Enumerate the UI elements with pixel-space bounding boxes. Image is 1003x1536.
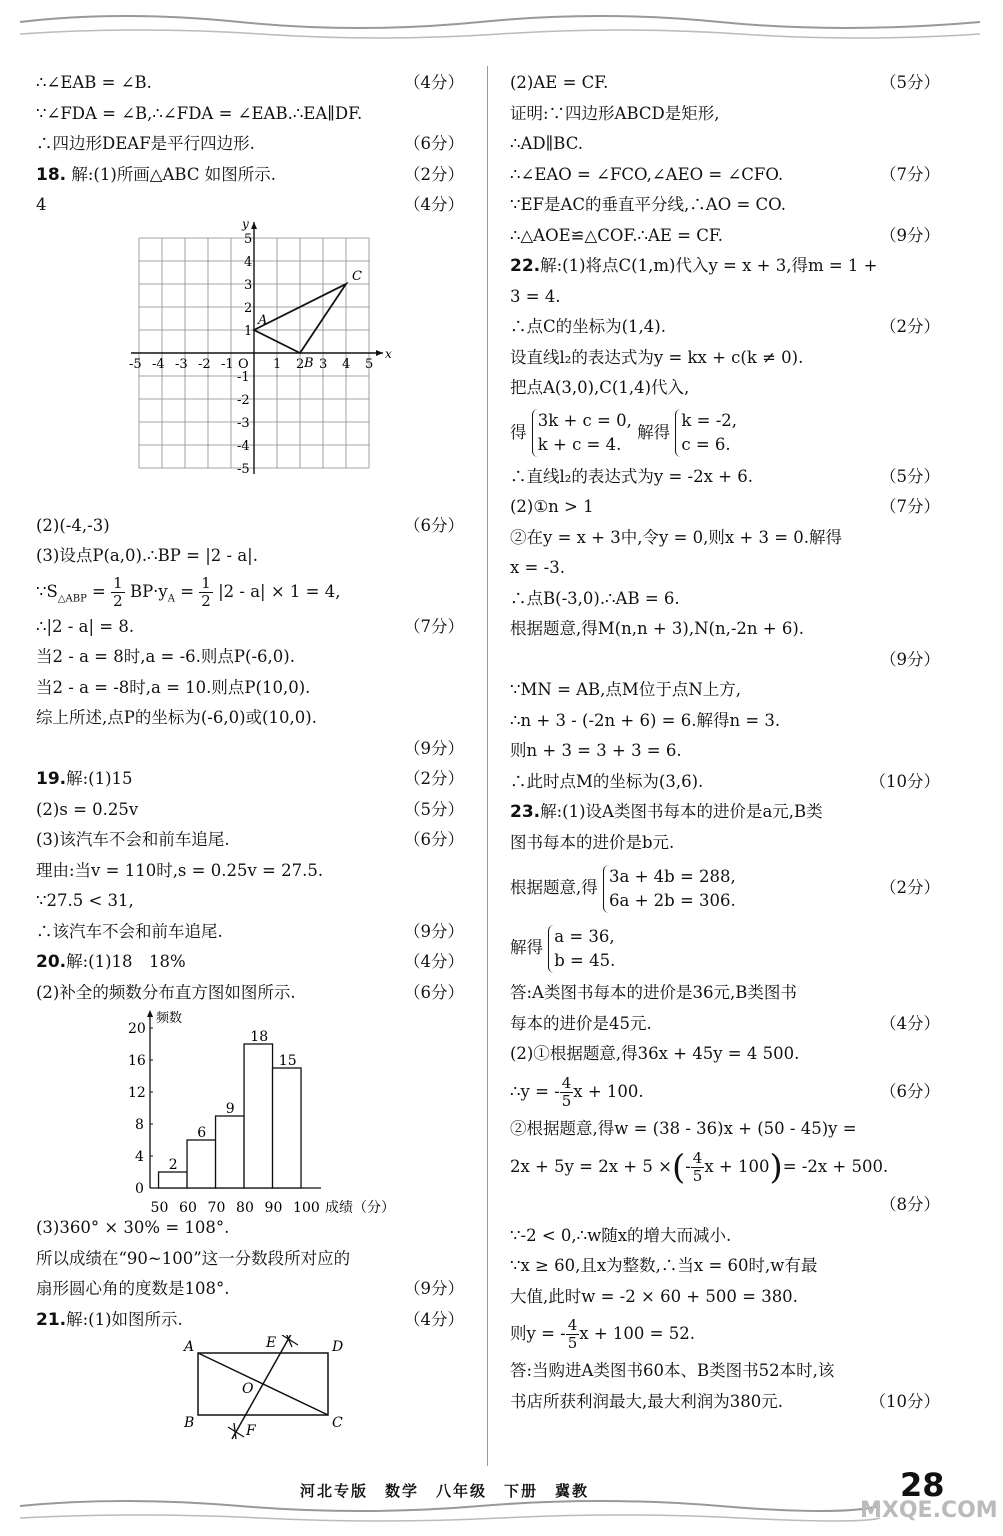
line-text: 所以成绩在“90~100”这一分数段所对应的	[36, 1248, 351, 1268]
x-tick-label: 5	[365, 356, 374, 372]
text-line	[510, 584, 940, 615]
bar-value-label: 18	[250, 1029, 269, 1045]
score: （2分）	[880, 878, 940, 897]
y-tick-label: 16	[128, 1053, 146, 1069]
frac-den: 5	[692, 1167, 703, 1185]
sys-mid: 解得	[637, 422, 671, 442]
label-o: O	[242, 1381, 254, 1397]
score: （6分）	[404, 134, 464, 153]
text-line	[36, 541, 464, 572]
point-label: B	[304, 355, 314, 371]
text-line	[36, 129, 464, 160]
q23-formula-3	[510, 1312, 940, 1356]
histogram-figure	[36, 1008, 464, 1213]
line-text: ∵EF是AC的垂直平分线,∴AO = CO.	[510, 195, 786, 214]
line-text: 综上所述,点P的坐标为(-6,0)或(10,0).	[36, 708, 317, 727]
equation-system-3	[603, 865, 736, 913]
point-label: A	[258, 312, 268, 328]
x-tick-label: 90	[264, 1200, 283, 1213]
y-tick-label: -4	[237, 438, 250, 454]
line-text: 大值,此时w = -2 × 60 + 500 = 380.	[510, 1286, 798, 1306]
sys-row: k + c = 4.	[537, 435, 622, 454]
histogram-bar	[244, 1044, 272, 1188]
q18-area-formula	[36, 572, 464, 612]
y-tick-label: 1	[244, 323, 253, 339]
q18-text: 解:(1)所画△ABC 如图所示.	[71, 164, 276, 184]
text-line	[36, 673, 464, 704]
y-tick-label: 8	[135, 1117, 144, 1133]
score: （7分）	[404, 616, 464, 636]
y-axis-label: 频数	[156, 1011, 183, 1026]
text-line	[36, 856, 464, 887]
text-line	[36, 642, 464, 673]
frac-num: 1	[113, 573, 123, 592]
q22-system	[510, 404, 940, 462]
f-pre: 则y = -	[510, 1324, 566, 1343]
label-e: E	[266, 1335, 277, 1351]
paren-right: )	[769, 1147, 783, 1188]
text-line	[510, 645, 940, 676]
equation-system-4	[548, 925, 615, 973]
y-tick-label: 3	[244, 277, 253, 293]
q23-part-b	[510, 978, 940, 1070]
line-text: ∴点C的坐标为(1,4).	[510, 317, 666, 336]
x-tick-label: 4	[342, 356, 351, 372]
score: （5分）	[880, 73, 940, 92]
text-line	[510, 797, 940, 828]
line-text: ∴AD∥BC.	[510, 134, 583, 153]
x-tick-label: 50	[150, 1200, 169, 1213]
line-text: 3 = 4.	[510, 286, 561, 306]
score: （8分）	[880, 1195, 940, 1214]
frac-num: 4	[561, 1073, 572, 1092]
score: （2分）	[880, 317, 940, 336]
score: （10分）	[869, 1391, 940, 1411]
text-line	[510, 1282, 940, 1313]
histogram-bar	[216, 1116, 245, 1188]
score: （2分）	[404, 769, 464, 788]
score: （6分）	[880, 1081, 940, 1101]
q23-formula-1	[510, 1070, 940, 1114]
line-text: 根据题意,得M(n,n + 3),N(n,-2n + 6).	[510, 619, 805, 638]
sys-pre: 根据题意,得	[510, 878, 598, 897]
line-text: (2)(-4,-3)	[36, 515, 110, 535]
text-line	[510, 1221, 940, 1252]
q23-line-w	[510, 1114, 940, 1145]
bottom-decorative-band	[0, 1466, 1003, 1536]
line-text: 设直线l₂的表达式为y = kx + c(k ≠ 0).	[510, 347, 804, 367]
column-divider	[487, 66, 488, 1466]
score: （9分）	[880, 225, 940, 245]
x-tick-label: 1	[273, 356, 282, 372]
y-tick-label: 4	[244, 254, 253, 270]
q23-part-a	[510, 797, 940, 858]
area-end: |2 - a| × 1 = 4,	[218, 581, 341, 601]
line-text: ∴直线l₂的表达式为y = -2x + 6.	[510, 466, 753, 486]
line-text: (2)s = 0.25v	[36, 799, 139, 819]
line-text: (2)补全的频数分布直方图如图所示.	[36, 982, 296, 1002]
coordinate-grid	[36, 221, 464, 511]
score: （6分）	[404, 515, 464, 535]
text-line	[36, 947, 464, 978]
line-text: 图书每本的进价是b元.	[510, 832, 675, 852]
text-line	[510, 462, 940, 493]
bar-value-label: 9	[225, 1101, 235, 1117]
sys-pre: 解得	[510, 938, 543, 957]
footer-edition: 河北专版 数学 八年级 下册 冀教	[300, 1482, 590, 1500]
text-line	[510, 68, 940, 99]
line-text: ∴该汽车不会和前车追尾.	[36, 921, 223, 941]
frac-den: 5	[561, 1091, 572, 1110]
line-text: ∵27.5 < 31,	[36, 891, 134, 910]
text-line	[510, 1251, 940, 1282]
line-text: ②在y = x + 3中,令y = 0,则x + 3 = 0.解得	[510, 527, 843, 547]
line-text: ∴n + 3 - (-2n + 6) = 6.解得n = 3.	[510, 710, 781, 730]
line-text: (2)①根据题意,得36x + 45y = 4 500.	[510, 1044, 800, 1063]
q21	[36, 1305, 464, 1336]
x-axis-label: x	[385, 346, 392, 361]
line-text: ∴|2 - a| = 8.	[36, 616, 135, 636]
right-column	[510, 68, 940, 1417]
question-number: 20.	[36, 952, 67, 972]
frac-num: 4	[692, 1149, 703, 1167]
point-label: C	[352, 268, 362, 284]
q20-after	[36, 1213, 464, 1305]
area-eq: =	[86, 581, 112, 601]
line-text: ∴四边形DEAF是平行四边形.	[36, 134, 255, 153]
bar-value-label: 15	[278, 1053, 297, 1069]
y-tick-label: -2	[237, 392, 250, 408]
f-pre: 2x + 5y = 2x + 5 ×	[510, 1157, 672, 1176]
x-tick-label: -5	[129, 356, 142, 372]
text-line	[36, 795, 464, 826]
equation-system-2	[675, 409, 737, 457]
text-line	[510, 251, 940, 282]
line-text: 则n + 3 = 3 + 3 = 6.	[510, 741, 682, 760]
line-text: 扇形圆心角的度数是108°.	[36, 1279, 230, 1298]
score: （7分）	[880, 164, 940, 184]
f-post: = -2x + 500.	[782, 1157, 889, 1176]
f-inner-post: x + 100	[704, 1157, 770, 1176]
score: （10分）	[869, 771, 940, 791]
y-tick-label: 5	[244, 231, 253, 247]
text-line	[510, 282, 940, 313]
text-line	[36, 99, 464, 130]
text-line	[510, 828, 940, 859]
sys-pre: 得	[510, 422, 527, 442]
y-tick-label: 4	[135, 1149, 144, 1165]
line-text: 把点A(3,0),C(1,4)代入,	[510, 378, 690, 397]
text-line	[36, 68, 464, 99]
area-sub2: A	[167, 592, 175, 604]
line-text: 解:(1)将点C(1,m)代入y = x + 3,得m = 1 +	[540, 256, 878, 275]
f-post: x + 100 = 52.	[579, 1324, 695, 1343]
sys-row: 3k + c = 0,	[537, 411, 632, 430]
line-text: ∴∠EAB = ∠B.	[36, 73, 152, 92]
label-b: B	[184, 1415, 195, 1431]
y-tick-label: 0	[135, 1181, 144, 1197]
left-column	[36, 68, 464, 1495]
label-a: A	[184, 1339, 195, 1355]
line-text: 每本的进价是45元.	[510, 1013, 652, 1033]
y-axis-label: y	[242, 220, 249, 231]
x-tick-label: -2	[198, 356, 211, 372]
text-line	[510, 706, 940, 737]
score: （9分）	[404, 738, 464, 758]
label-f: F	[246, 1423, 256, 1439]
line-text: ∵MN = AB,点M位于点N上方,	[510, 680, 742, 699]
x-tick-label: O	[238, 356, 249, 372]
text-line	[36, 886, 464, 917]
x-tick-label: 3	[319, 356, 328, 372]
histogram-chart	[36, 1008, 464, 1213]
question-number: 19.	[36, 769, 67, 789]
area-bp: BP·y	[129, 581, 168, 601]
q18-score: （2分）	[404, 164, 464, 184]
text-line	[510, 675, 940, 706]
q19	[36, 764, 464, 947]
q18-answer: 4	[36, 195, 47, 214]
sys-row: a = 36,	[554, 926, 615, 946]
x-tick-label: 100	[293, 1200, 320, 1213]
x-tick-label: -3	[175, 356, 188, 372]
text-line	[36, 978, 464, 1009]
y-arrow	[147, 1010, 153, 1017]
q18-score-2: （4分）	[404, 195, 464, 214]
line-text: 解:(1)15	[66, 769, 133, 788]
f-pre: ∴y = -	[510, 1081, 560, 1101]
q23-formula-2	[510, 1144, 940, 1190]
text-line	[510, 1039, 940, 1070]
fraction-four-fifths-3	[566, 1317, 580, 1352]
fraction-four-fifths	[560, 1075, 574, 1110]
x-tick-label: -1	[221, 356, 234, 372]
text-line	[510, 129, 940, 160]
line-text: ∴此时点M的坐标为(3,6).	[510, 771, 704, 791]
sys-row: 3a + 4b = 288,	[609, 866, 736, 886]
bar-value-label: 6	[197, 1125, 207, 1141]
text-line	[510, 221, 940, 252]
x-tick-label: 60	[179, 1200, 197, 1213]
q22-part-a	[510, 251, 940, 404]
equation-system-1	[532, 409, 632, 457]
line-text: 当2 - a = -8时,a = 10.则点P(10,0).	[36, 677, 311, 697]
text-line	[510, 343, 940, 374]
text-line	[36, 612, 464, 643]
text-line	[36, 703, 464, 734]
q17-tail	[36, 68, 464, 160]
score: （5分）	[404, 799, 464, 819]
q20	[36, 947, 464, 1008]
text-line	[36, 1305, 464, 1336]
score: （7分）	[880, 497, 940, 516]
line-text: ∵-2 < 0,∴w随x的增大而减小.	[510, 1225, 732, 1245]
line-text: (2)AE = CF.	[510, 73, 609, 92]
text-line	[510, 736, 940, 767]
x-arrow	[376, 350, 383, 356]
frac-num: 4	[567, 1316, 578, 1334]
fraction-four-fifths-2	[691, 1150, 705, 1185]
score: （4分）	[880, 1013, 940, 1033]
sys-row: b = 45.	[554, 950, 616, 970]
question-number: 23.	[510, 802, 541, 822]
x-tick-label: 2	[296, 356, 305, 372]
score: （4分）	[404, 952, 464, 971]
y-tick-label: -5	[237, 461, 250, 477]
q23-w-text: ②根据题意,得w = (38 - 36)x + (50 - 45)y =	[510, 1118, 857, 1138]
score: （5分）	[880, 466, 940, 486]
x-tick-label: 80	[236, 1200, 254, 1213]
y-tick-label: 2	[244, 300, 253, 316]
line-text: ∴∠EAO = ∠FCO,∠AEO = ∠CFO.	[510, 164, 784, 184]
sys-row: k = -2,	[681, 411, 738, 430]
f-post: x + 100.	[573, 1081, 644, 1101]
histogram-bar	[273, 1068, 302, 1188]
score: （9分）	[880, 649, 940, 669]
score: （9分）	[404, 1279, 464, 1298]
text-line	[36, 734, 464, 765]
q21-tail	[510, 68, 940, 251]
histogram-bar	[187, 1140, 216, 1188]
label-d: D	[332, 1339, 344, 1355]
q23-score-8	[510, 1190, 940, 1221]
frac-den: 2	[113, 591, 123, 610]
text-line	[510, 373, 940, 404]
line-text: (3)360° × 30% = 108°.	[36, 1218, 230, 1237]
text-line	[510, 767, 940, 798]
score: （4分）	[404, 73, 464, 92]
y-tick-label: 20	[128, 1021, 146, 1037]
q23-system-2	[510, 918, 940, 978]
text-line	[510, 99, 940, 130]
q18-number: 18.	[36, 164, 67, 185]
q23-part-c	[510, 1221, 940, 1313]
fraction-half-2	[199, 575, 213, 610]
q18-line-1	[36, 160, 464, 191]
area-eq2: =	[174, 581, 200, 601]
score: （4分）	[404, 1309, 464, 1329]
bar-value-label: 2	[168, 1157, 178, 1173]
text-line	[36, 917, 464, 948]
frac-num-2: 1	[201, 573, 211, 592]
y-tick-label: -1	[237, 369, 250, 385]
text-line	[510, 553, 940, 584]
text-line	[510, 523, 940, 554]
text-line	[510, 312, 940, 343]
line-text: (3)该汽车不会和前车追尾.	[36, 830, 230, 849]
line-text: 答:当购进A类图书60本、B类图书52本时,该	[510, 1361, 835, 1380]
text-line	[36, 1274, 464, 1305]
histogram-bar	[159, 1172, 188, 1188]
line-text: 书店所获利润最大,最大利润为380元.	[510, 1391, 783, 1411]
watermark: MXQE.COM	[860, 1498, 998, 1523]
q22-part-b	[510, 462, 940, 798]
line-text: 解:(1)设A类图书每本的进价是a元,B类	[540, 802, 823, 821]
frac-den-2: 2	[201, 591, 211, 610]
line-text: ∵x ≥ 60,且x为整数,∴当x = 60时,w有最	[510, 1256, 818, 1275]
line-text: 证明:∵四边形ABCD是矩形,	[510, 103, 720, 123]
text-line	[510, 978, 940, 1009]
q23-part-d	[510, 1356, 940, 1417]
area-s: ∵S	[36, 581, 58, 601]
line-text: ∴△AOE≌△COF.∴AE = CF.	[510, 225, 723, 245]
q18-line-2	[36, 190, 464, 221]
text-line	[36, 764, 464, 795]
sys-row: 6a + 2b = 306.	[609, 890, 736, 910]
text-line	[510, 160, 940, 191]
text-line	[510, 614, 940, 645]
area-sub: △ABP	[57, 592, 87, 604]
line-text: x = -3.	[510, 558, 565, 577]
line-text: (2)①n > 1	[510, 497, 594, 516]
line-text: (3)设点P(a,0).∴BP = |2 - a|.	[36, 546, 258, 565]
frac-den: 5	[567, 1334, 578, 1352]
score: （6分）	[404, 830, 464, 849]
line-text: 解:(1)如图所示.	[66, 1309, 183, 1329]
x-axis-label: 成绩（分）	[325, 1200, 395, 1213]
f-minus: -	[685, 1157, 691, 1176]
text-line	[510, 1387, 940, 1418]
text-line	[510, 492, 940, 523]
x-tick-label: 70	[207, 1200, 226, 1213]
text-line	[36, 825, 464, 856]
y-tick-label: -3	[237, 415, 250, 431]
line-text: ∵∠FDA = ∠B,∴∠FDA = ∠EAB.∴EA∥DF.	[36, 103, 363, 123]
score: （6分）	[404, 982, 464, 1002]
paren-left: (	[671, 1147, 686, 1188]
text-line	[510, 1009, 940, 1040]
text-line	[510, 190, 940, 221]
text-line	[510, 1356, 940, 1387]
q18-rest	[36, 511, 464, 572]
q23-system-1	[510, 858, 940, 918]
text-line	[36, 1244, 464, 1275]
coordinate-grid-figure	[36, 221, 464, 511]
score: （9分）	[404, 921, 464, 941]
top-decorative-band	[0, 0, 1003, 48]
sys-row: c = 6.	[681, 435, 731, 454]
line-text: 当2 - a = 8时,a = -6.则点P(-6,0).	[36, 647, 295, 666]
line-text: ∴点B(-3,0).∴AB = 6.	[510, 588, 680, 608]
label-c: C	[332, 1415, 343, 1431]
y-arrow	[251, 222, 257, 229]
text-line	[36, 1213, 464, 1244]
line-text: 理由:当v = 110时,s = 0.25v = 27.5.	[36, 860, 324, 880]
line-text: 答:A类图书每本的进价是36元,B类图书	[510, 983, 797, 1002]
page-number: 28	[900, 1466, 945, 1504]
question-number: 21.	[36, 1309, 67, 1330]
text-line	[36, 511, 464, 542]
line-text: 解:(1)18 18%	[66, 952, 186, 971]
question-number: 22.	[510, 256, 541, 276]
q18-rest-2	[36, 612, 464, 765]
x-tick-label: -4	[152, 356, 165, 372]
y-tick-label: 12	[128, 1085, 146, 1101]
fraction-half-1	[111, 575, 125, 610]
